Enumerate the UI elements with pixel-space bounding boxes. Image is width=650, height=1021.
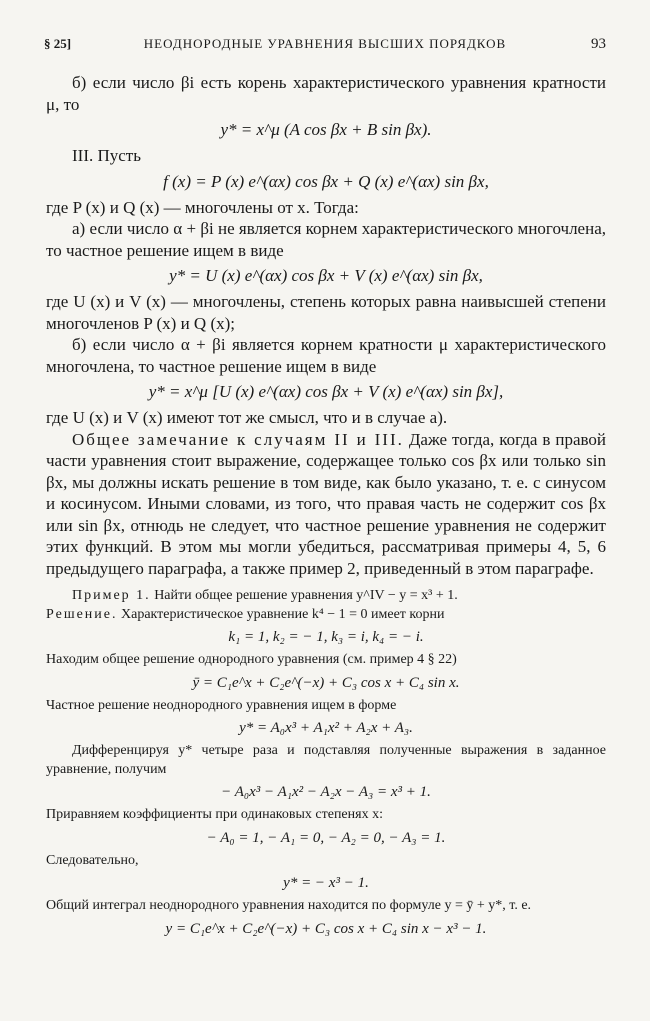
formula: y* = A₀x³ + A₁x² + A₂x + A₃.: [239, 720, 413, 736]
section-number: § 25]: [44, 36, 72, 51]
solution-text: Характеристическое уравнение k⁴ − 1 = 0 имеет корни: [121, 606, 445, 622]
paragraph: б) если число α + βi является корнем кратности μ характеристического многочлена, то частное решение ищем в виде: [46, 335, 606, 376]
spacer: [46, 579, 606, 587]
paragraph: Частное решение неоднородного уравнения ищем в форме: [46, 697, 397, 713]
page-number: 93: [591, 36, 606, 52]
running-header: [44, 36, 606, 58]
paragraph: где U (x) и V (x) имеют тот же смысл, что и в случае а).: [46, 408, 448, 427]
example-text: Найти общее решение уравнения y^IV − y = x³ + 1.: [154, 588, 458, 603]
example-heading: Пример 1.: [72, 588, 151, 603]
formula: f (x) = P (x) e^(αx) cos βx + Q (x) e^(αx) sin βx,: [163, 171, 489, 191]
solution-heading: Решение.: [46, 606, 118, 622]
formula: k₁ = 1, k₂ = − 1, k₃ = i, k₄ = − i.: [228, 629, 424, 645]
paragraph: Общий интеграл неоднородного уравнения находится по формуле y = ȳ + y*, т. е.: [46, 898, 532, 913]
paragraph: б) если число βi есть корень характеристического уравнения кратности μ, то: [46, 73, 606, 114]
remark-heading: Общее замечание к случаям II и III.: [72, 429, 404, 449]
formula: y* = x^μ [U (x) e^(αx) cos βx + V (x) e^(αx) sin βx],: [148, 382, 504, 401]
page-body: [46, 72, 606, 943]
paragraph: Приравняем коэффициенты при одинаковых степенях x:: [46, 807, 383, 822]
solution-statement: [46, 606, 606, 625]
example-statement: [46, 587, 606, 606]
formula: y* = − x³ − 1.: [283, 875, 369, 891]
case-heading: III. Пусть: [72, 146, 141, 165]
remark: [46, 429, 606, 580]
formula: y* = x^μ (A cos βx + B sin βx).: [220, 120, 432, 139]
formula: ȳ = C₁e^x + C₂e^(−x) + C₃ cos x + C₄ sin x.: [192, 674, 460, 691]
formula: y = C₁e^x + C₂e^(−x) + C₃ cos x + C₄ sin x − x³ − 1.: [165, 920, 487, 937]
formula: − A₀ = 1, − A₁ = 0, − A₂ = 0, − A₃ = 1.: [206, 829, 446, 846]
paragraph: Находим общее решение однородного уравнения (см. пример 4 § 22): [46, 652, 457, 667]
paragraph: где P (x) и Q (x) — многочлены от x. Тогда:: [46, 197, 359, 217]
running-title: НЕОДНОРОДНЫЕ УРАВНЕНИЯ ВЫСШИХ ПОРЯДКОВ: [143, 36, 507, 51]
paragraph: Следовательно,: [46, 852, 139, 868]
formula: − A₀x³ − A₁x² − A₂x − A₃ = x³ + 1.: [221, 784, 431, 800]
formula: y* = U (x) e^(αx) cos βx + V (x) e^(αx) sin βx,: [169, 266, 483, 285]
paragraph: а) если число α + βi не является корнем характеристического многочлена, то частное решение ищем в виде: [46, 219, 606, 260]
paragraph: где U (x) и V (x) — многочлены, степень которых равна наивысшей степени многочленов P (x) и Q (x);: [46, 292, 606, 333]
paragraph: Дифференцируя y* четыре раза и подставляя полученные выражения в заданное уравнение, получим: [46, 743, 606, 777]
remark-text: Даже тогда, когда в правой части уравнения стоит выражение, содержащее только cos βx или только sin βx, мы должны искать решение в том виде, как было указано, т. е. с синусом и косинусом. Иными словами, из того, что правая часть не содержит cos βx или sin βx, отнюдь не следует, что частное решение уравнения не содержит этих функций. В этом мы могли убедиться, рассматривая примеры 4, 5, 6 предыдущего параграфа, а также пример 2, приведенный в этом параграфе.: [46, 429, 606, 578]
